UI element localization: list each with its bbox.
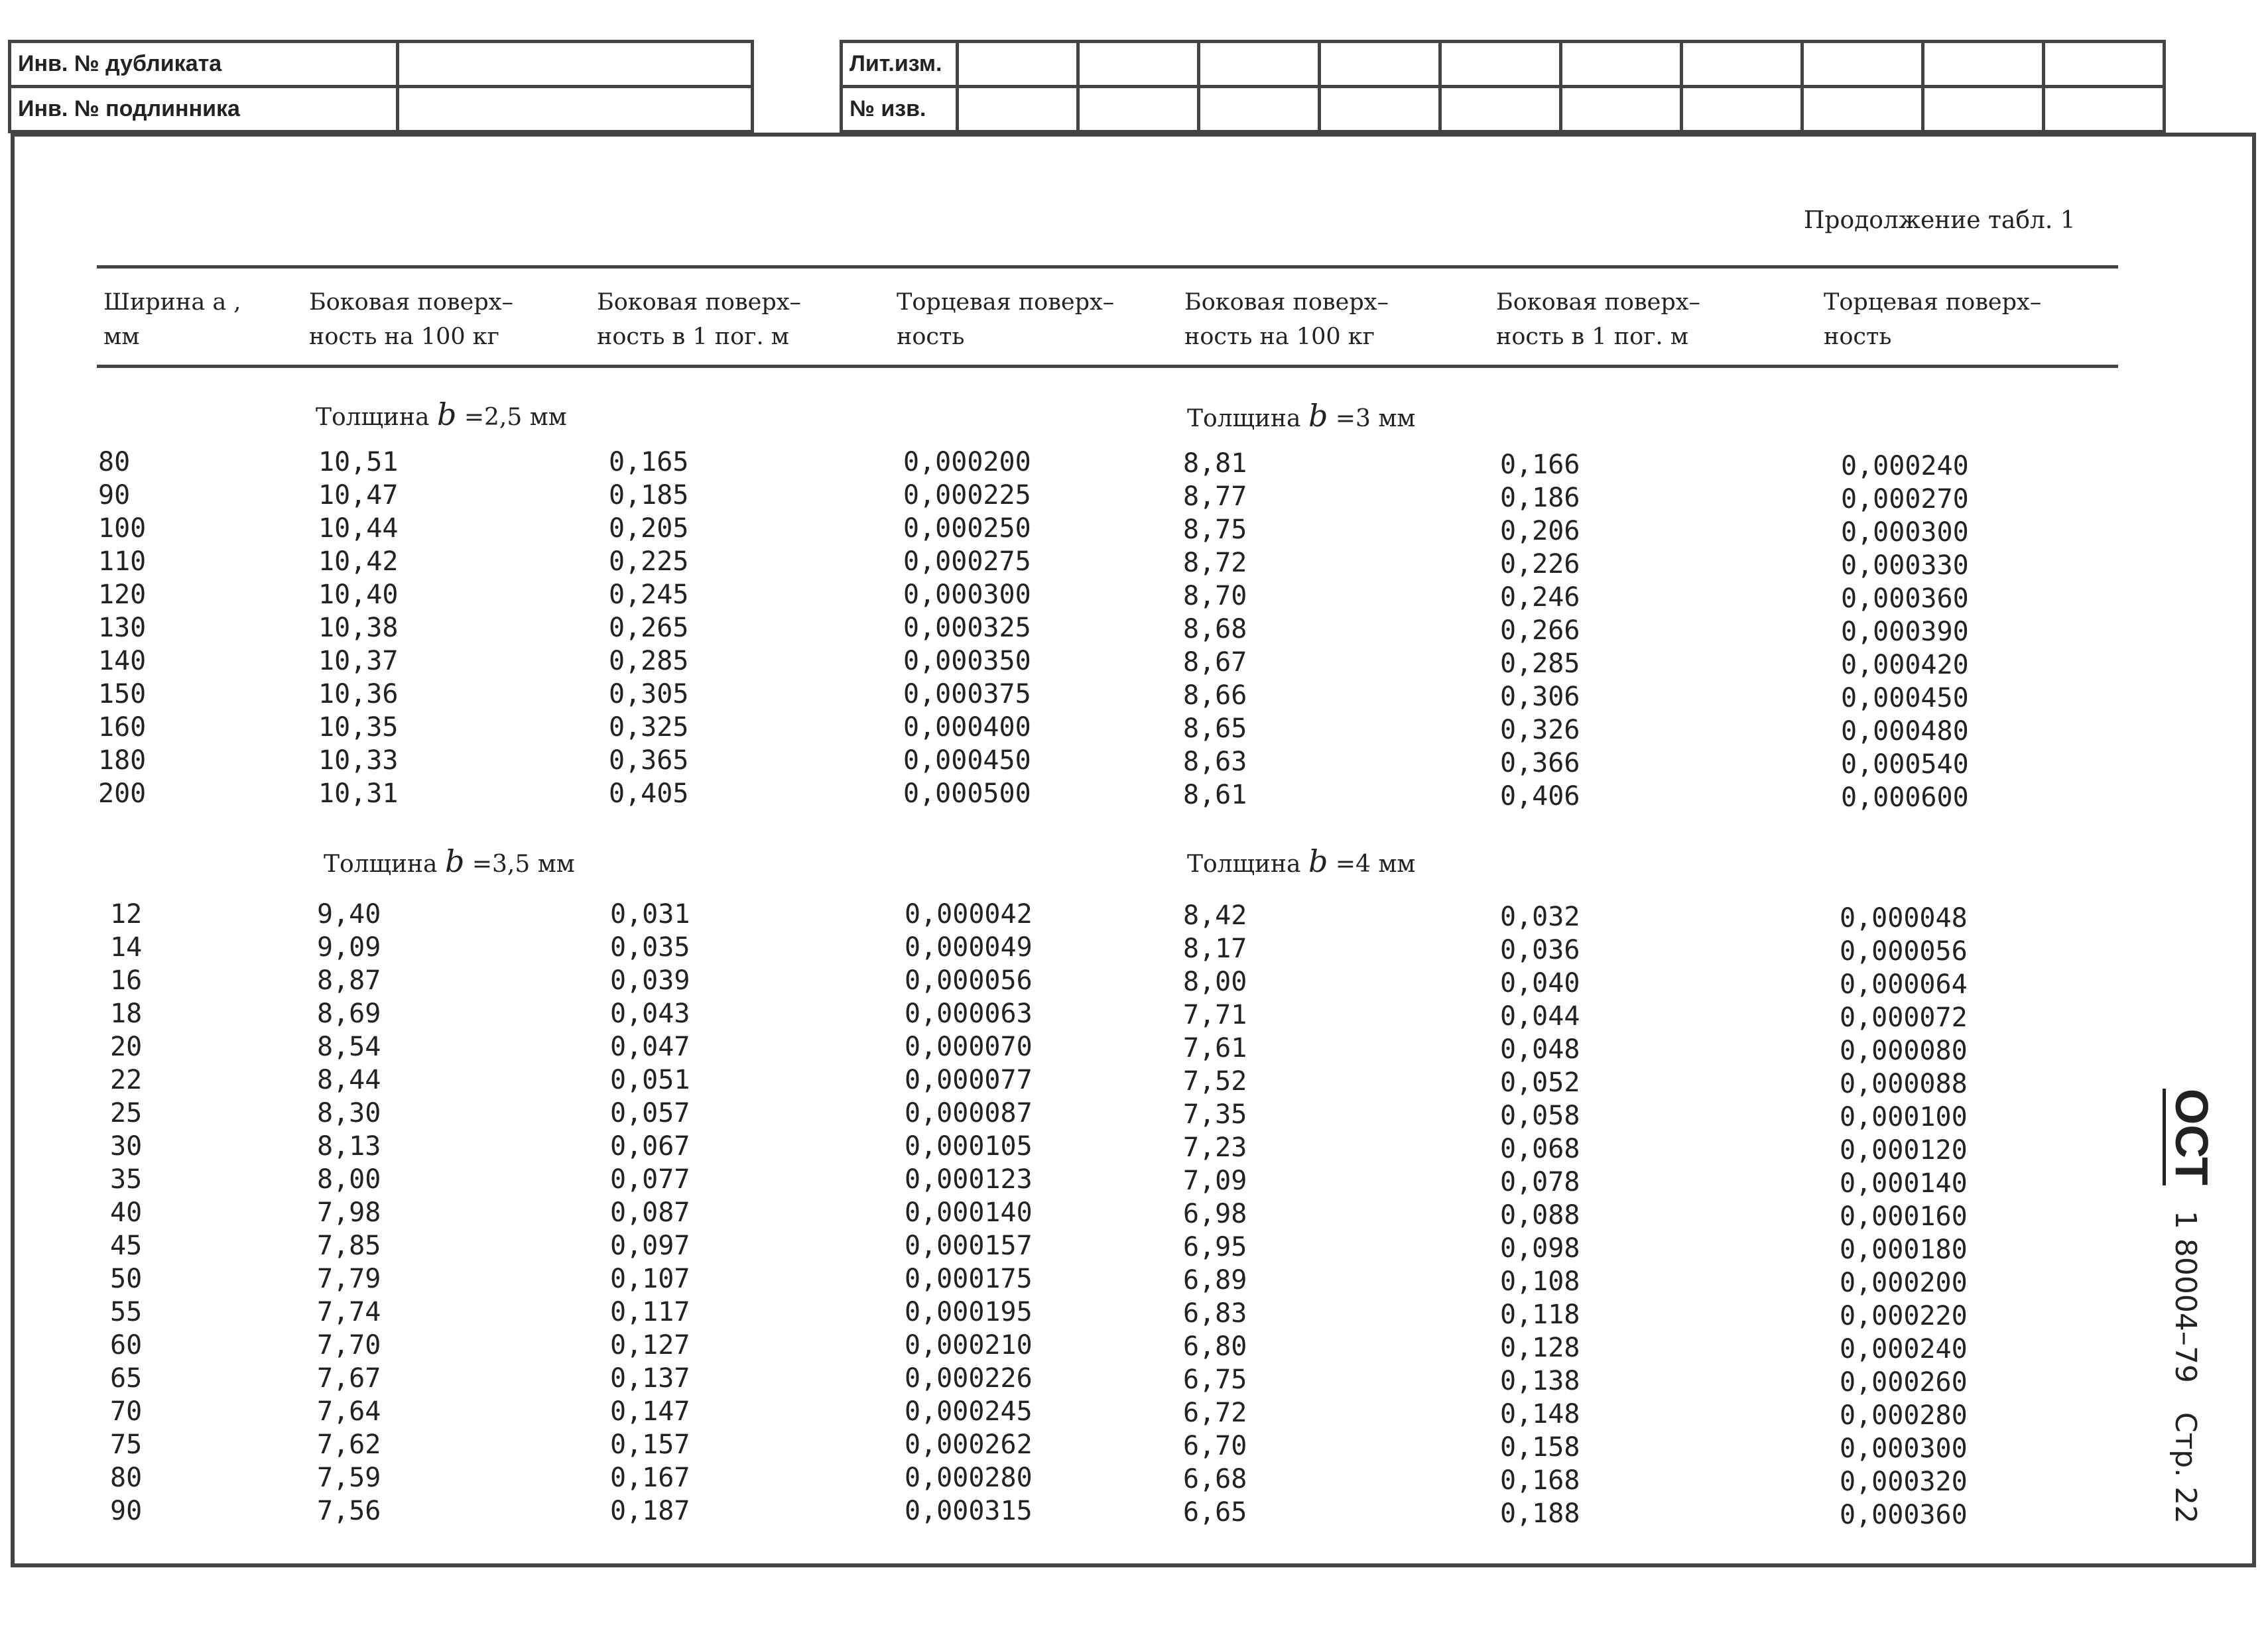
- table-cell: 7,62: [317, 1429, 381, 1460]
- table-cell: 0,000360: [1840, 1500, 1968, 1530]
- table-cell: 9,09: [317, 932, 381, 963]
- header-right-row: [842, 87, 2165, 132]
- table-cell: 14: [110, 932, 143, 963]
- revision-cell: [1440, 42, 1561, 87]
- table-cell: 150: [98, 679, 147, 709]
- table-cell: 0,167: [610, 1463, 690, 1493]
- section-thickness-3: [1187, 398, 1415, 434]
- table-cell: 10,33: [318, 745, 399, 776]
- table-cell: 0,000100: [1840, 1102, 1968, 1132]
- table-cell: 0,127: [610, 1330, 690, 1361]
- table-cell: 0,187: [610, 1496, 690, 1526]
- table-cell: 0,000330: [1841, 550, 1969, 581]
- table-cell: 0,000225: [903, 480, 1031, 511]
- table-cell: 0,157: [610, 1429, 690, 1460]
- table-cell: 6,83: [1183, 1298, 1247, 1329]
- table-cell: 0,000400: [903, 712, 1031, 743]
- table-header-rule: [97, 365, 2118, 368]
- table-cell: 7,67: [317, 1363, 381, 1394]
- table-cell: 0,000180: [1840, 1235, 1968, 1265]
- table-cell: 10,44: [318, 513, 399, 544]
- section-thickness-2-5: [316, 396, 567, 432]
- table-cell: 200: [98, 778, 147, 809]
- table-cell: 10,36: [318, 679, 399, 709]
- table-cell: 0,000077: [905, 1065, 1033, 1095]
- table-cell: 7,79: [317, 1264, 381, 1294]
- revision-cell: [1199, 42, 1320, 87]
- standard-number: 1 80004–79: [2169, 1210, 2202, 1383]
- notice-cell: [1078, 87, 1199, 132]
- table-cell: 0,052: [1500, 1067, 1580, 1098]
- header-left-row: [10, 42, 753, 87]
- table-cell: 0,000160: [1840, 1201, 1968, 1232]
- table-cell: 0,058: [1500, 1101, 1580, 1131]
- table-cell: 40: [110, 1197, 143, 1228]
- table-cell: 0,067: [610, 1131, 690, 1162]
- table-cell: 8,63: [1183, 747, 1247, 777]
- table-cell: 0,000175: [905, 1264, 1033, 1294]
- table-cell: 0,000320: [1840, 1467, 1968, 1497]
- table-cell: 0,128: [1500, 1333, 1580, 1363]
- original-inventory-label: Инв. № подлинника: [10, 87, 398, 132]
- b1-col-side-meter: [609, 446, 688, 810]
- table-cell: 0,047: [610, 1032, 690, 1062]
- table-cell: 0,000280: [905, 1463, 1033, 1493]
- table-cell: 0,000226: [905, 1363, 1033, 1394]
- table-cell: 0,000275: [903, 546, 1031, 577]
- column-header-width: Ширина a , мм: [103, 289, 241, 350]
- column-header-side-per-meter: Боковая поверх– ность в 1 пог. м: [1496, 289, 1700, 350]
- notice-cell: [1682, 87, 1802, 132]
- table-cell: 0,245: [609, 579, 689, 610]
- table-cell: 0,000280: [1840, 1400, 1968, 1431]
- table-cell: 0,000157: [905, 1231, 1033, 1261]
- table-cell: 8,70: [1183, 581, 1247, 611]
- table-cell: 0,000120: [1840, 1135, 1968, 1166]
- table-cell: 0,000250: [903, 513, 1031, 544]
- thickness-symbol: b: [436, 396, 457, 432]
- table-cell: 25: [110, 1098, 143, 1128]
- table-cell: 0,118: [1500, 1300, 1580, 1330]
- table-cell: 7,64: [317, 1396, 381, 1427]
- table-cell: 0,035: [610, 932, 690, 963]
- b1-col-end: [903, 446, 1031, 810]
- table-cell: 10,35: [318, 712, 399, 743]
- revision-cell: [2044, 42, 2165, 87]
- notice-cell: [958, 87, 1078, 132]
- table-cell: 0,185: [609, 480, 689, 511]
- table-cell: 0,000420: [1841, 650, 1969, 680]
- table-cell: 0,000240: [1840, 1334, 1968, 1364]
- table-cell: 0,000360: [1841, 583, 1969, 614]
- table-cell: 0,088: [1500, 1200, 1580, 1231]
- table-cell: 8,30: [317, 1098, 381, 1128]
- table-cell: 0,000390: [1841, 617, 1969, 647]
- table-cell: 6,65: [1183, 1497, 1247, 1528]
- table-cell: 0,365: [609, 745, 689, 776]
- table-cell: 7,35: [1183, 1099, 1247, 1130]
- table-cell: 0,225: [609, 546, 689, 577]
- table-cell: 0,326: [1500, 715, 1580, 745]
- column-header-end-surface: Торцевая поверх– ность: [897, 289, 1115, 350]
- table-cell: 16: [110, 965, 143, 996]
- table-cell: 0,040: [1500, 968, 1580, 999]
- table-cell: 7,85: [317, 1231, 381, 1261]
- table-cell: 6,68: [1183, 1464, 1247, 1494]
- table-cell: 8,69: [317, 999, 381, 1029]
- table-cell: 0,057: [610, 1098, 690, 1128]
- table-cell: 0,098: [1500, 1233, 1580, 1264]
- table-cell: 10,42: [318, 546, 399, 577]
- table-cell: 0,000240: [1841, 451, 1969, 481]
- notice-cell: [2044, 87, 2165, 132]
- table-cell: 0,000300: [1841, 517, 1969, 548]
- table-cell: 120: [98, 579, 147, 610]
- section-prefix: Толщина: [1187, 405, 1301, 432]
- standard-stamp: [2166, 1088, 2218, 1524]
- table-cell: 0,000210: [905, 1330, 1033, 1361]
- duplicate-inventory-value: [398, 42, 753, 87]
- notice-cell: [1320, 87, 1440, 132]
- notice-number-label: № изв.: [842, 87, 958, 132]
- table-cell: 110: [98, 546, 147, 577]
- table-cell: 6,98: [1183, 1199, 1247, 1229]
- table-cell: 8,13: [317, 1131, 381, 1162]
- table-cell: 7,59: [317, 1463, 381, 1493]
- revision-cell: [1320, 42, 1440, 87]
- table-cell: 0,000260: [1840, 1367, 1968, 1398]
- header-left-row: [10, 87, 753, 132]
- table-cell: 7,70: [317, 1330, 381, 1361]
- revision-letter-label: Лит.изм.: [842, 42, 958, 87]
- revision-cell: [1078, 42, 1199, 87]
- table-cell: 0,000042: [905, 899, 1033, 930]
- table-cell: 0,186: [1500, 483, 1580, 513]
- table-cell: 0,000480: [1841, 716, 1969, 747]
- table-cell: 0,000315: [905, 1496, 1033, 1526]
- table-cell: 0,226: [1500, 549, 1580, 579]
- table-cell: 0,188: [1500, 1498, 1580, 1529]
- table-cell: 0,000300: [903, 579, 1031, 610]
- section-prefix: Толщина: [324, 851, 438, 878]
- table-cell: 0,000056: [905, 965, 1033, 996]
- page-number: Стр. 22: [2169, 1412, 2202, 1524]
- table-cell: 0,031: [610, 899, 690, 930]
- table-cell: 0,108: [1500, 1266, 1580, 1297]
- table-continuation-caption: Продолжение табл. 1: [1804, 207, 2076, 234]
- thickness-symbol: b: [444, 843, 465, 879]
- table-cell: 6,70: [1183, 1431, 1247, 1461]
- table-cell: 0,168: [1500, 1465, 1580, 1496]
- table-cell: 160: [98, 712, 147, 743]
- table-cell: 8,68: [1183, 614, 1247, 644]
- b1-col-width: [98, 446, 146, 810]
- table-cell: 0,000195: [905, 1297, 1033, 1327]
- table-cell: 0,000540: [1841, 749, 1969, 780]
- section-thickness-4: [1187, 843, 1415, 879]
- table-cell: 180: [98, 745, 147, 776]
- section-value: =3 мм: [1335, 405, 1416, 432]
- revision-cell: [1802, 42, 1923, 87]
- duplicate-inventory-label: Инв. № дубликата: [10, 42, 398, 87]
- table-cell: 0,366: [1500, 748, 1580, 778]
- table-cell: 10,38: [318, 613, 399, 643]
- table-cell: 130: [98, 613, 147, 643]
- table-cell: 0,000080: [1840, 1036, 1968, 1066]
- b2-col-end: [905, 898, 1033, 1528]
- table-cell: 0,000140: [905, 1197, 1033, 1228]
- table-cell: 0,000200: [1840, 1268, 1968, 1298]
- table-cell: 0,107: [610, 1264, 690, 1294]
- table-cell: 8,00: [317, 1164, 381, 1195]
- table-cell: 8,66: [1183, 680, 1247, 711]
- b2-col-side-meter-b: [1500, 900, 1580, 1530]
- table-cell: 0,000049: [905, 932, 1033, 963]
- table-cell: 8,77: [1183, 481, 1247, 512]
- b1-col-side-100kg-b: [1183, 447, 1247, 812]
- table-cell: 7,71: [1183, 1000, 1247, 1030]
- column-header-side-per-100kg: Боковая поверх– ность на 100 кг: [1184, 289, 1389, 350]
- table-cell: 10,51: [318, 447, 399, 477]
- notice-cell: [1561, 87, 1682, 132]
- table-cell: 0,246: [1500, 582, 1580, 613]
- table-cell: 0,036: [1500, 935, 1580, 965]
- revision-cell: [1682, 42, 1802, 87]
- table-cell: 7,52: [1183, 1066, 1247, 1097]
- table-cell: 0,406: [1500, 781, 1580, 812]
- b2-col-side-100kg: [317, 898, 381, 1528]
- table-cell: 8,61: [1183, 780, 1247, 810]
- table-cell: 0,117: [610, 1297, 690, 1327]
- table-cell: 75: [110, 1429, 143, 1460]
- notice-cell: [1923, 87, 2044, 132]
- table-cell: 0,000088: [1840, 1069, 1968, 1099]
- b1-col-side-100kg: [318, 446, 398, 810]
- table-cell: 8,00: [1183, 967, 1247, 997]
- table-cell: 6,75: [1183, 1364, 1247, 1395]
- table-cell: 0,165: [609, 447, 689, 477]
- table-cell: 0,285: [609, 646, 689, 676]
- table-cell: 0,000350: [903, 646, 1031, 676]
- table-cell: 90: [98, 480, 131, 511]
- table-cell: 7,56: [317, 1496, 381, 1526]
- notice-cell: [1199, 87, 1320, 132]
- table-cell: 0,078: [1500, 1167, 1580, 1197]
- table-cell: 0,266: [1500, 615, 1580, 646]
- header-right-table: [840, 40, 2166, 133]
- table-cell: 8,42: [1183, 900, 1247, 931]
- section-thickness-3-5: [324, 843, 575, 879]
- table-cell: 0,051: [610, 1065, 690, 1095]
- table-cell: 140: [98, 646, 147, 676]
- table-cell: 0,039: [610, 965, 690, 996]
- table-cell: 6,80: [1183, 1331, 1247, 1362]
- table-cell: 80: [98, 447, 131, 477]
- table-cell: 0,000200: [903, 447, 1031, 477]
- table-cell: 0,087: [610, 1197, 690, 1228]
- section-value: =2,5 мм: [464, 404, 567, 431]
- thickness-symbol: b: [1308, 398, 1328, 434]
- table-cell: 0,000048: [1840, 903, 1968, 934]
- table-cell: 0,206: [1500, 516, 1580, 546]
- table-cell: 8,67: [1183, 647, 1247, 678]
- table-cell: 0,032: [1500, 902, 1580, 932]
- table-cell: 0,138: [1500, 1366, 1580, 1396]
- table-cell: 0,044: [1500, 1001, 1580, 1032]
- table-cell: 0,265: [609, 613, 689, 643]
- table-cell: 0,000375: [903, 679, 1031, 709]
- table-cell: 0,048: [1500, 1034, 1580, 1065]
- table-cell: 0,000063: [905, 999, 1033, 1029]
- table-cell: 10,31: [318, 778, 399, 809]
- table-cell: 0,000300: [1840, 1433, 1968, 1464]
- table-cell: 0,000325: [903, 613, 1031, 643]
- table-cell: 0,043: [610, 999, 690, 1029]
- table-cell: 45: [110, 1231, 143, 1261]
- table-cell: 50: [110, 1264, 143, 1294]
- table-cell: 80: [110, 1463, 143, 1493]
- header-left-table: [8, 40, 754, 133]
- table-cell: 30: [110, 1131, 143, 1162]
- table-cell: 7,98: [317, 1197, 381, 1228]
- table-cell: 6,72: [1183, 1398, 1247, 1428]
- table-cell: 0,166: [1500, 450, 1580, 480]
- notice-cell: [1440, 87, 1561, 132]
- table-cell: 70: [110, 1396, 143, 1427]
- table-cell: 0,148: [1500, 1399, 1580, 1429]
- table-cell: 0,000087: [905, 1098, 1033, 1128]
- table-cell: 7,74: [317, 1297, 381, 1327]
- table-cell: 7,09: [1183, 1166, 1247, 1196]
- table-cell: 0,000123: [905, 1164, 1033, 1195]
- table-cell: 10,40: [318, 579, 399, 610]
- table-cell: 0,068: [1500, 1134, 1580, 1164]
- table-cell: 0,000270: [1841, 484, 1969, 515]
- table-cell: 8,87: [317, 965, 381, 996]
- b1-col-end-b: [1841, 450, 1969, 814]
- table-cell: 0,305: [609, 679, 689, 709]
- column-header-side-per-100kg: Боковая поверх– ность на 100 кг: [309, 289, 513, 350]
- column-header-side-per-meter: Боковая поверх– ность в 1 пог. м: [597, 289, 801, 350]
- table-cell: 0,000070: [905, 1032, 1033, 1062]
- table-cell: 12: [110, 899, 143, 930]
- table-cell: 8,17: [1183, 934, 1247, 964]
- section-value: =4 мм: [1335, 851, 1416, 878]
- revision-cell: [958, 42, 1078, 87]
- table-cell: 10,47: [318, 480, 399, 511]
- table-cell: 8,75: [1183, 515, 1247, 545]
- standard-stamp-text: [2165, 1089, 2218, 1524]
- column-header-end-surface: Торцевая поверх– ность: [1824, 289, 2042, 350]
- table-cell: 0,000245: [905, 1396, 1033, 1427]
- table-cell: 9,40: [317, 899, 381, 930]
- section-value: =3,5 мм: [472, 851, 575, 878]
- b1-col-side-meter-b: [1500, 448, 1580, 813]
- table-cell: 8,72: [1183, 548, 1247, 578]
- table-cell: 0,000072: [1840, 1002, 1968, 1033]
- table-cell: 0,158: [1500, 1432, 1580, 1463]
- table-cell: 6,95: [1183, 1232, 1247, 1262]
- b2-col-side-meter: [610, 898, 690, 1528]
- table-cell: 8,54: [317, 1032, 381, 1062]
- table-top-rule: [97, 265, 2118, 269]
- table-cell: 60: [110, 1330, 143, 1361]
- table-cell: 6,89: [1183, 1265, 1247, 1296]
- table-cell: 0,077: [610, 1164, 690, 1195]
- table-cell: 10,37: [318, 646, 399, 676]
- table-cell: 0,306: [1500, 682, 1580, 712]
- table-cell: 22: [110, 1065, 143, 1095]
- table-cell: 35: [110, 1164, 143, 1195]
- header-right-row: [842, 42, 2165, 87]
- table-cell: 18: [110, 999, 143, 1029]
- table-cell: 0,205: [609, 513, 689, 544]
- table-cell: 8,44: [317, 1065, 381, 1095]
- table-cell: 100: [98, 513, 147, 544]
- table-cell: 0,000105: [905, 1131, 1033, 1162]
- table-cell: 8,65: [1183, 713, 1247, 744]
- standard-code: ОСТ: [2163, 1089, 2218, 1185]
- b2-col-end-b: [1840, 902, 1968, 1532]
- table-cell: 0,405: [609, 778, 689, 809]
- table-cell: 65: [110, 1363, 143, 1394]
- table-cell: 0,000220: [1840, 1301, 1968, 1331]
- original-inventory-value: [398, 87, 753, 132]
- b2-col-side-100kg-b: [1183, 899, 1247, 1529]
- revision-cell: [1561, 42, 1682, 87]
- table-cell: 8,81: [1183, 448, 1247, 479]
- table-cell: 7,23: [1183, 1132, 1247, 1163]
- revision-cell: [1923, 42, 2044, 87]
- table-cell: 55: [110, 1297, 143, 1327]
- table-cell: 0,000064: [1840, 969, 1968, 1000]
- table-cell: 90: [110, 1496, 143, 1526]
- table-cell: 0,000600: [1841, 782, 1969, 813]
- table-cell: 0,097: [610, 1231, 690, 1261]
- notice-cell: [1802, 87, 1923, 132]
- table-cell: 0,000500: [903, 778, 1031, 809]
- b2-col-width: [110, 898, 142, 1528]
- table-cell: 0,325: [609, 712, 689, 743]
- table-cell: 0,000262: [905, 1429, 1033, 1460]
- table-cell: 0,000140: [1840, 1168, 1968, 1199]
- table-cell: 20: [110, 1032, 143, 1062]
- table-cell: 0,137: [610, 1363, 690, 1394]
- table-cell: 0,000056: [1840, 936, 1968, 967]
- section-prefix: Толщина: [316, 404, 430, 431]
- table-cell: 0,285: [1500, 648, 1580, 679]
- table-cell: 7,61: [1183, 1033, 1247, 1063]
- table-cell: 0,000450: [903, 745, 1031, 776]
- table-cell: 0,000450: [1841, 683, 1969, 713]
- table-cell: 0,147: [610, 1396, 690, 1427]
- thickness-symbol: b: [1308, 843, 1328, 879]
- section-prefix: Толщина: [1187, 851, 1301, 878]
